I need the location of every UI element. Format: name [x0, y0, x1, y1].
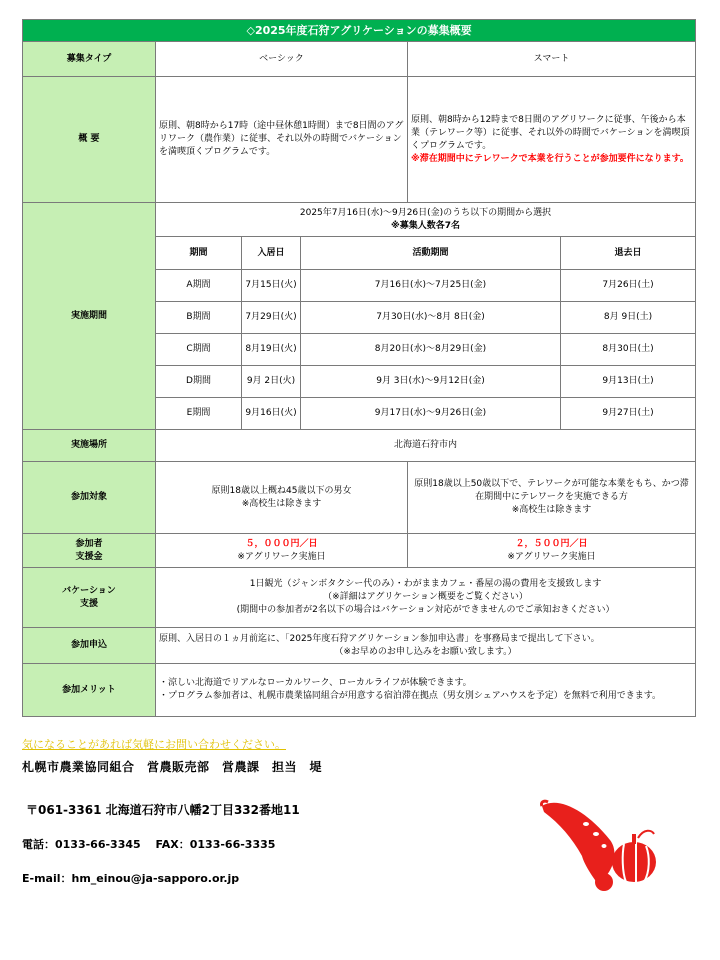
label-support — [23, 534, 156, 568]
recruitment-summary-table — [22, 19, 696, 717]
period-movein: 8月19日(火) — [242, 334, 301, 366]
period-moveout: 9月13日(土) — [561, 366, 696, 398]
label-target: 参加対象 — [23, 462, 156, 534]
period-movein: 9月 2日(火) — [242, 366, 301, 398]
support-basic-note: ※アグリワーク実施日 — [237, 551, 326, 562]
label-vacation — [23, 568, 156, 628]
label-place: 実施場所 — [23, 430, 156, 462]
vacation-text — [156, 568, 696, 628]
period-movein: 7月29日(火) — [242, 302, 301, 334]
label-vacation-line2: 支援 — [79, 598, 98, 609]
contact-invite-link[interactable]: 気になることがあれば気軽にお問い合わせください。 — [22, 738, 286, 751]
support-smart — [408, 534, 696, 568]
period-header-activity: 活動期間 — [301, 237, 561, 270]
merit-text — [156, 664, 696, 717]
period-moveout: 8月 9日(土) — [561, 302, 696, 334]
overview-smart — [408, 77, 696, 203]
period-activity: 7月16日(水)～7月25日(金) — [301, 270, 561, 302]
period-quota: ※募集人数各7名 — [391, 220, 461, 231]
label-apply: 参加申込 — [23, 628, 156, 664]
period-header-movein: 入居日 — [242, 237, 301, 270]
period-header-term: 期間 — [156, 237, 242, 270]
label-support-line1: 参加者 — [75, 538, 103, 549]
apply-line1: 原則、入居日の１ヵ月前迄に、「2025年度石狩アグリケーション参加申込書」を事務局まで提出して下さい。 — [159, 633, 600, 644]
period-term: B期間 — [156, 302, 242, 334]
period-moveout: 9月27日(土) — [561, 398, 696, 430]
label-support-line2: 支援金 — [75, 551, 103, 562]
overview-smart-note: ※滞在期間中にテレワークで本業を行うことが参加要件になります。 — [411, 153, 689, 164]
apply-line2: （※お早めのお申し込みをお願い致します。） — [334, 646, 517, 657]
support-basic — [156, 534, 408, 568]
support-basic-amount: ５，０００円／日 — [245, 538, 318, 549]
period-header-moveout: 退去日 — [561, 237, 696, 270]
merit-line1: ・涼しい北海道でリアルなローカルワーク、ローカルライフが体験できます。 — [159, 678, 472, 688]
office-contact: 札幌市農業協同組合 営農販売部 営農課 担当 堤 — [22, 760, 323, 774]
target-basic-text: 原則18歳以上概ね45歳以下の男女 — [211, 485, 352, 496]
label-overview: 概 要 — [23, 77, 156, 203]
period-term: C期間 — [156, 334, 242, 366]
cornucopia-logo-icon — [538, 798, 662, 898]
overview-basic: 原則、朝8時から17時（途中昼休憩1時間）まで8日間のアグリワーク（農作業）に従事、それ以外の時間でバケーションを満喫頂くプログラムです。 — [156, 77, 408, 203]
phone-fax: 電話：0133-66-3345 FAX：0133-66-3335 — [22, 838, 276, 851]
label-vacation-line1: バケーション — [62, 585, 116, 596]
label-period: 実施期間 — [23, 203, 156, 430]
target-smart-note: ※高校生は除きます — [511, 505, 592, 515]
email-address[interactable]: E-mail：hm_einou@ja-sapporo.or.jp — [22, 872, 240, 885]
period-activity: 9月17日(水)～9月26日(金) — [301, 398, 561, 430]
type-basic: ベーシック — [156, 42, 408, 77]
table-title: ◇2025年度石狩アグリケーションの募集概要 — [23, 20, 696, 42]
vacation-line1: 1日観光（ジャンボタクシー代のみ）・わがままカフェ・番屋の湯の費用を支援致します — [249, 579, 602, 589]
place-value: 北海道石狩市内 — [156, 430, 696, 462]
label-type: 募集タイプ — [23, 42, 156, 77]
support-smart-amount: ２，５００円／日 — [515, 538, 588, 549]
period-intro-text: 2025年7月16日(水)～9月26日(金)のうち以下の期間から選択 — [299, 207, 552, 218]
period-activity: 7月30日(水)～8月 8日(金) — [301, 302, 561, 334]
period-activity: 9月 3日(水)～9月12日(金) — [301, 366, 561, 398]
vacation-line2: （※詳細はアグリケーション概要をご覧ください） — [323, 592, 528, 602]
period-movein: 7月15日(火) — [242, 270, 301, 302]
office-address: 〒061-3361 北海道石狩市八幡2丁目332番地11 — [26, 803, 300, 817]
merit-line2: ・プログラム参加者は、札幌市農業協同組合が用意する宿泊滞在拠点（男女別シェアハウスを予定）を無料で利用できます。 — [159, 691, 662, 701]
target-basic — [156, 462, 408, 534]
period-movein: 9月16日(火) — [242, 398, 301, 430]
label-merit: 参加メリット — [23, 664, 156, 717]
period-moveout: 7月26日(土) — [561, 270, 696, 302]
overview-smart-text: 原則、朝8時から12時まで8日間のアグリワークに従事、午後から本業（テレワーク等）に従事、それ以外の時間でバケーションを満喫頂くプログラムです。 — [411, 114, 690, 151]
period-term: D期間 — [156, 366, 242, 398]
period-activity: 8月20日(水)～8月29日(金) — [301, 334, 561, 366]
target-smart-text: 原則18歳以上50歳以下で、テレワークが可能な本業をもち、かつ滞在期間中にテレワークを実施できる方 — [414, 479, 689, 502]
vacation-line3: (期間中の参加者が2名以下の場合はバケーション対応ができませんのでご承知おきください） — [236, 605, 615, 615]
period-moveout: 8月30日(土) — [561, 334, 696, 366]
period-intro — [156, 203, 696, 237]
period-term: E期間 — [156, 398, 242, 430]
type-smart: スマート — [408, 42, 696, 77]
target-smart — [408, 462, 696, 534]
target-basic-note: ※高校生は除きます — [241, 498, 322, 509]
support-smart-note: ※アグリワーク実施日 — [507, 551, 596, 562]
apply-text — [156, 628, 696, 664]
period-term: A期間 — [156, 270, 242, 302]
